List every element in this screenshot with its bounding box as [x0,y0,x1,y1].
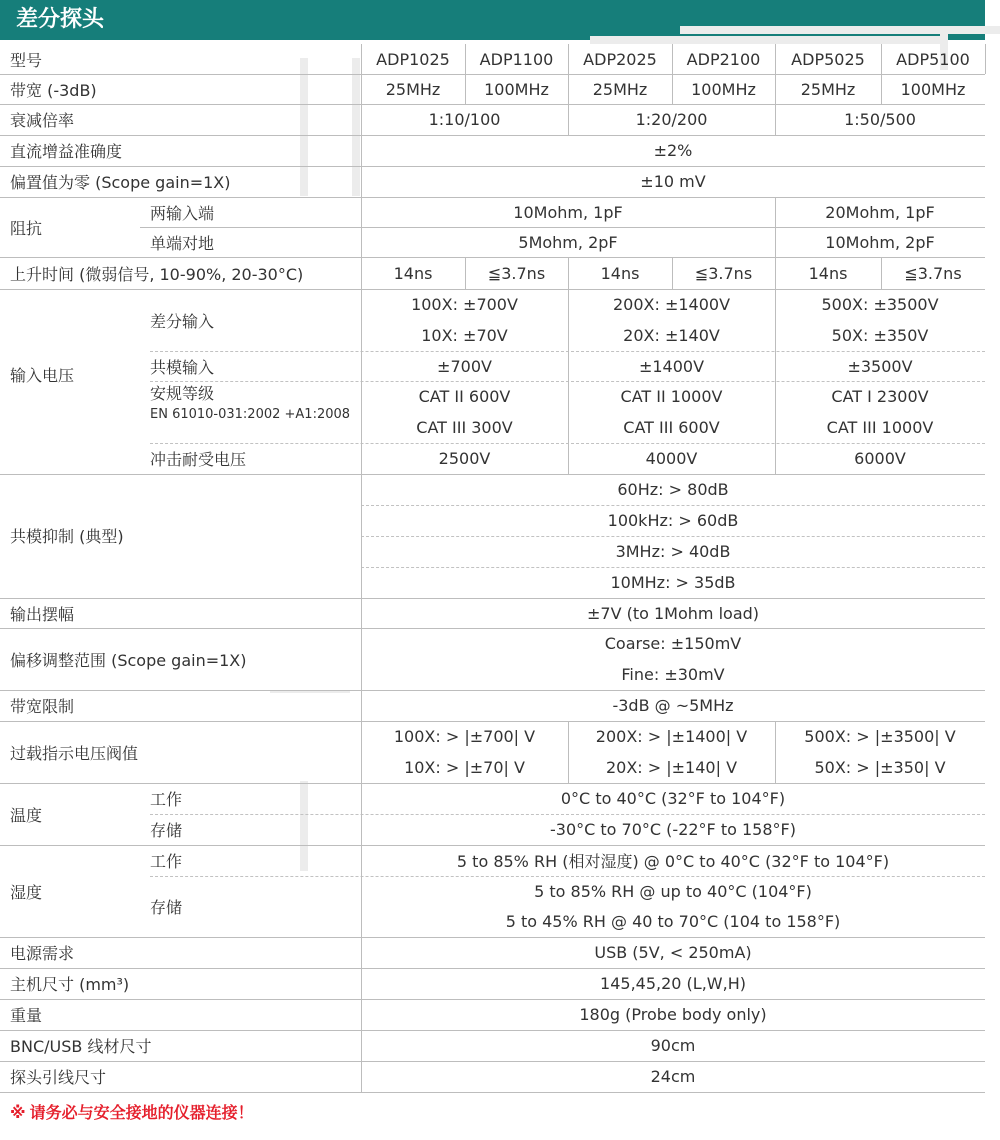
column-divider [361,690,362,721]
temperature-value: -30°C to 70°C (-22°F to 158°F) [550,820,796,839]
cmrr-value: 100kHz: > 60dB [607,511,739,530]
differential-value: 500X: ±3500V [821,295,939,314]
temperature-value: 0°C to 40°C (32°F to 104°F) [560,789,786,808]
row-label-overload: 过载指示电压阀值 [10,743,139,763]
row-shade [720,26,1000,34]
row-label-bw-limit: 带宽限制 [10,697,75,716]
column-divider [361,598,362,628]
column-divider [672,44,673,74]
row-label-lead: 探头引线尺寸 [10,1068,107,1087]
sublabel-operating: 工作 [150,852,183,871]
humidity-value: 5 to 45% RH @ 40 to 70°C (104 to 158°F) [505,912,841,931]
overload-value: 100X: > |±700| V [393,727,536,746]
impedance-value: 5Mohm, 2pF [518,232,618,252]
row-label-model: 型号 [10,50,43,70]
column-divider [361,937,362,968]
row-label-humidity: 湿度 [10,882,43,902]
column-divider [361,968,362,999]
safety-value: CAT III 1000V [826,418,934,437]
column-divider [775,721,776,783]
column-divider [568,74,569,104]
column-divider [361,783,362,845]
differential-value: 20X: ±140V [623,326,720,345]
sublabel-storage: 存储 [150,898,183,917]
column-divider [568,257,569,289]
rise-time-value: 14ns [600,263,640,283]
surge-value: 2500V [438,449,491,468]
sublabel-operating: 工作 [150,790,183,809]
attenuation-value: 1:20/200 [635,110,708,129]
bandwidth-value: 100MHz [900,79,966,99]
safety-value: CAT III 300V [416,418,513,437]
row-label-dc-gain: 直流增益准确度 [10,142,123,161]
bandwidth-value: 100MHz [484,79,549,99]
safety-value: CAT III 600V [623,418,720,437]
bw-limit-value: -3dB @ ~5MHz [612,696,734,715]
safety-value: CAT II 600V [418,387,511,406]
column-divider [568,721,569,783]
row-shade [590,36,947,44]
rise-time-value: 14ns [808,263,848,283]
row-label-offset-zero: 偏置值为零 (Scope gain=1X) [10,173,231,192]
rise-time-value: 14ns [393,263,433,283]
column-divider [568,104,569,135]
column-divider [881,74,882,104]
column-divider [672,257,673,289]
sublabel-surge: 冲击耐受电压 [150,450,247,469]
footnote [10,1100,254,1123]
column-divider [881,257,882,289]
warning-mark-icon: ※ [10,1103,26,1122]
column-divider [465,44,466,74]
column-divider [361,845,362,937]
column-divider [361,999,362,1030]
power-value: USB (5V, < 250mA) [594,943,752,962]
row-label-attenuation: 衰减倍率 [10,111,75,130]
cmrr-value: 60Hz: > 80dB [617,480,729,499]
impedance-value: 10Mohm, 2pF [825,232,935,252]
row-label-output-swing: 输出摆幅 [10,604,75,624]
column-divider [775,74,776,104]
bandwidth-value: 100MHz [691,79,756,99]
column-divider [361,289,362,474]
rise-time-value: ≦3.7ns [487,263,546,283]
model-header: ADP2100 [686,49,761,69]
row-label-rise-time: 上升时间 (微弱信号, 10-90%, 20-30°C) [10,264,304,284]
cable-value: 90cm [650,1036,696,1055]
dc-gain-value: ±2% [653,141,693,160]
output-swing-value: ±7V (to 1Mohm load) [586,603,760,623]
surge-value: 4000V [645,449,698,468]
offset-range-value: Coarse: ±150mV [604,634,742,653]
column-divider [465,74,466,104]
column-divider [775,44,776,74]
dashed-divider [150,876,985,877]
row-divider [140,227,985,228]
model-header: ADP5025 [791,49,865,69]
sublabel-two-inputs: 两输入端 [150,203,215,223]
model-header: ADP1025 [376,49,450,69]
column-divider [361,257,362,289]
column-divider [361,474,362,598]
attenuation-value: 1:10/100 [428,110,501,129]
humidity-value: 5 to 85% RH (相对湿度) @ 0°C to 40°C (32°F to 104°F) [456,852,890,871]
cmrr-value: 10MHz: > 35dB [610,573,736,592]
row-label-bandwidth: 带宽 (-3dB) [10,80,97,100]
sublabel-storage: 存储 [150,821,183,840]
safety-standard: EN 61010-031:2002 +A1:2008 [150,406,351,422]
overload-value: 20X: > |±140| V [605,758,738,777]
model-header: ADP2025 [583,49,657,69]
column-divider [881,44,882,74]
surge-value: 6000V [854,449,906,468]
common-mode-value: ±1400V [638,356,705,376]
column-divider [672,74,673,104]
column-divider [361,166,362,197]
differential-value: 200X: ±1400V [612,295,731,314]
column-divider [465,257,466,289]
overload-value: 200X: > |±1400| V [595,727,748,746]
row-label-cmrr: 共模抑制 (典型) [10,527,124,546]
column-divider [985,44,986,74]
column-divider [361,721,362,783]
row-shade [352,58,360,196]
sublabel-single-end: 单端对地 [150,233,215,253]
column-divider [361,44,362,74]
row-label-offset-range: 偏移调整范围 (Scope gain=1X) [10,650,247,670]
offset-zero-value: ±10 mV [640,172,706,191]
bandwidth-value: 25MHz [592,79,648,99]
footnote-text: 请务必与安全接地的仪器连接！ [29,1103,254,1122]
cmrr-value: 3MHz: > 40dB [615,542,731,561]
sublabel-differential: 差分输入 [150,311,215,331]
model-header: ADP5100 [896,49,970,69]
row-label-weight: 重量 [10,1006,43,1025]
column-divider [775,257,776,289]
differential-value: 50X: ±350V [831,326,929,345]
column-divider [361,628,362,690]
offset-range-value: Fine: ±30mV [621,665,725,684]
safety-value: CAT II 1000V [620,387,723,406]
size-value: 145,45,20 (L,W,H) [600,974,746,993]
dashed-divider [150,814,985,815]
overload-value: 50X: > |±350| V [814,758,946,777]
impedance-value: 10Mohm, 1pF [513,202,623,222]
column-divider [361,104,362,135]
row-label-size: 主机尺寸 (mm³) [10,975,130,994]
column-divider [361,135,362,166]
rise-time-value: ≦3.7ns [904,263,962,283]
rise-time-value: ≦3.7ns [694,263,753,283]
row-label-cable: BNC/USB 线材尺寸 [10,1037,152,1056]
column-divider [568,44,569,74]
page-title: 差分探头 [0,0,985,40]
overload-value: 500X: > |±3500| V [804,727,956,746]
differential-value: 100X: ±700V [411,295,518,314]
model-header: ADP1100 [479,49,554,69]
weight-value: 180g (Probe body only) [579,1005,767,1024]
column-divider [361,74,362,104]
bandwidth-value: 25MHz [385,79,441,99]
common-mode-value: ±700V [437,356,492,376]
attenuation-value: 1:50/500 [844,110,916,129]
differential-value: 10X: ±70V [421,326,508,345]
impedance-value: 20Mohm, 1pF [825,202,935,222]
bandwidth-value: 25MHz [800,79,856,99]
column-divider [361,1061,362,1092]
row-label-input-voltage: 输入电压 [10,365,75,385]
lead-value: 24cm [650,1067,696,1086]
row-label-temperature: 温度 [10,805,43,825]
overload-value: 10X: > |±70| V [404,758,525,777]
sublabel-safety: 安规等级 [150,383,215,403]
safety-value: CAT I 2300V [831,387,929,406]
humidity-value: 5 to 85% RH @ up to 40°C (104°F) [534,881,812,901]
sublabel-common-mode: 共模输入 [150,357,215,377]
row-label-power: 电源需求 [10,944,75,963]
column-divider [775,289,776,474]
row-divider [0,1092,985,1093]
column-divider [568,289,569,474]
row-label-impedance: 阻抗 [10,218,43,238]
column-divider [361,1030,362,1061]
column-divider [775,104,776,135]
common-mode-value: ±3500V [847,356,913,376]
